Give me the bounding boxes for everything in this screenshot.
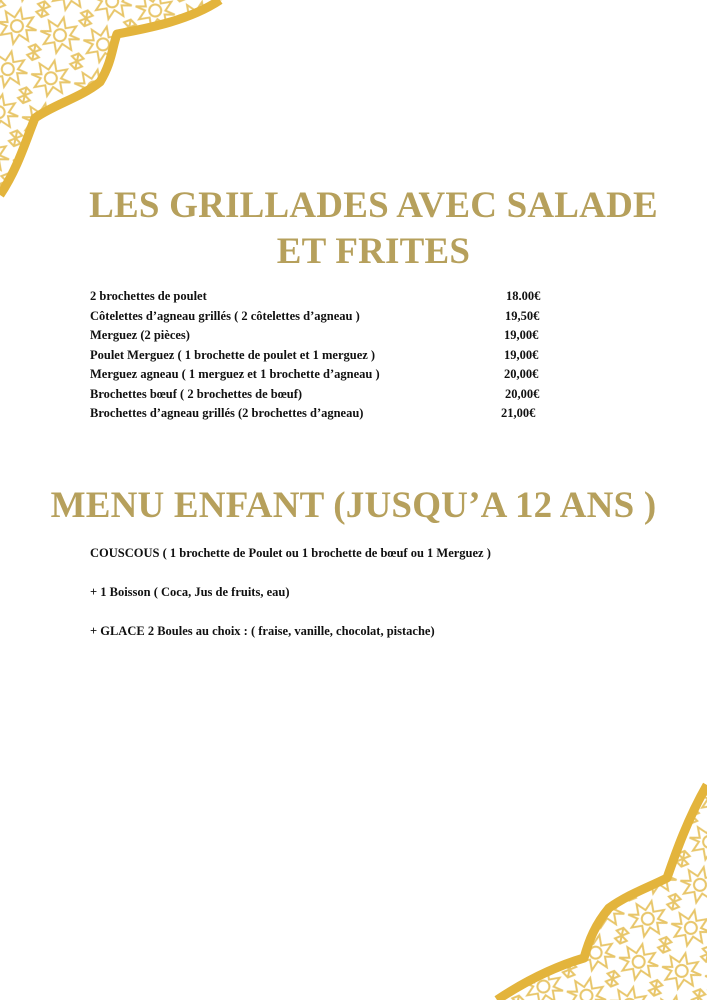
menu-item-name: Côtelettes d’agneau grillés ( 2 côtelettes d’agneau ): [90, 308, 360, 323]
menu-item: [90, 365, 550, 385]
menu-item-price: 21,00€: [501, 406, 536, 420]
menu-item: [90, 307, 550, 327]
grillades-title-line-2: ET FRITES: [276, 231, 471, 272]
menu-item-name: Brochettes d’agneau grillés (2 brochettes d’agneau): [90, 406, 364, 420]
menu-item-name: Merguez agneau ( 1 merguez et 1 brochette d’agneau ): [90, 367, 380, 381]
menu-enfant-main: COUSCOUS ( 1 brochette de Poulet ou 1 brochette de bœuf ou 1 Merguez ): [90, 546, 491, 560]
menu-item-price: 20,00€: [504, 367, 539, 381]
grillades-menu-list: [90, 287, 550, 424]
ornamental-corner-top-left: [0, 0, 230, 200]
menu-item: [90, 346, 550, 366]
grillades-title-line-1: LES GRILLADES AVEC SALADE: [89, 185, 658, 226]
menu-item-name: 2 brochettes de poulet: [90, 289, 207, 303]
menu-item-name: Merguez (2 pièces): [90, 328, 190, 342]
menu-enfant-drink: + 1 Boisson ( Coca, Jus de fruits, eau): [90, 585, 290, 599]
menu-item-name: Poulet Merguez ( 1 brochette de poulet et 1 merguez ): [90, 347, 376, 362]
menu-enfant-title: MENU ENFANT (JUSQU’A 12 ANS ): [50, 485, 657, 526]
menu-item: [90, 385, 550, 405]
menu-item-price: 18.00€: [506, 289, 541, 303]
menu-item: [90, 404, 550, 424]
menu-item-price: 20,00€: [505, 386, 540, 401]
menu-item-price: 19,00€: [504, 347, 539, 362]
menu-item-price: 19,50€: [505, 308, 540, 323]
menu-enfant-details: [90, 544, 491, 661]
menu-item-name: Brochettes bœuf ( 2 brochettes de bœuf): [90, 386, 303, 401]
ornamental-corner-bottom-right: [477, 770, 707, 1000]
grillades-title: [20, 183, 707, 275]
menu-item: [90, 287, 550, 307]
menu-item: [90, 326, 550, 346]
menu-item-price: 19,00€: [504, 328, 539, 342]
menu-enfant-dessert: + GLACE 2 Boules au choix : ( fraise, vanille, chocolat, pistache): [90, 624, 435, 638]
